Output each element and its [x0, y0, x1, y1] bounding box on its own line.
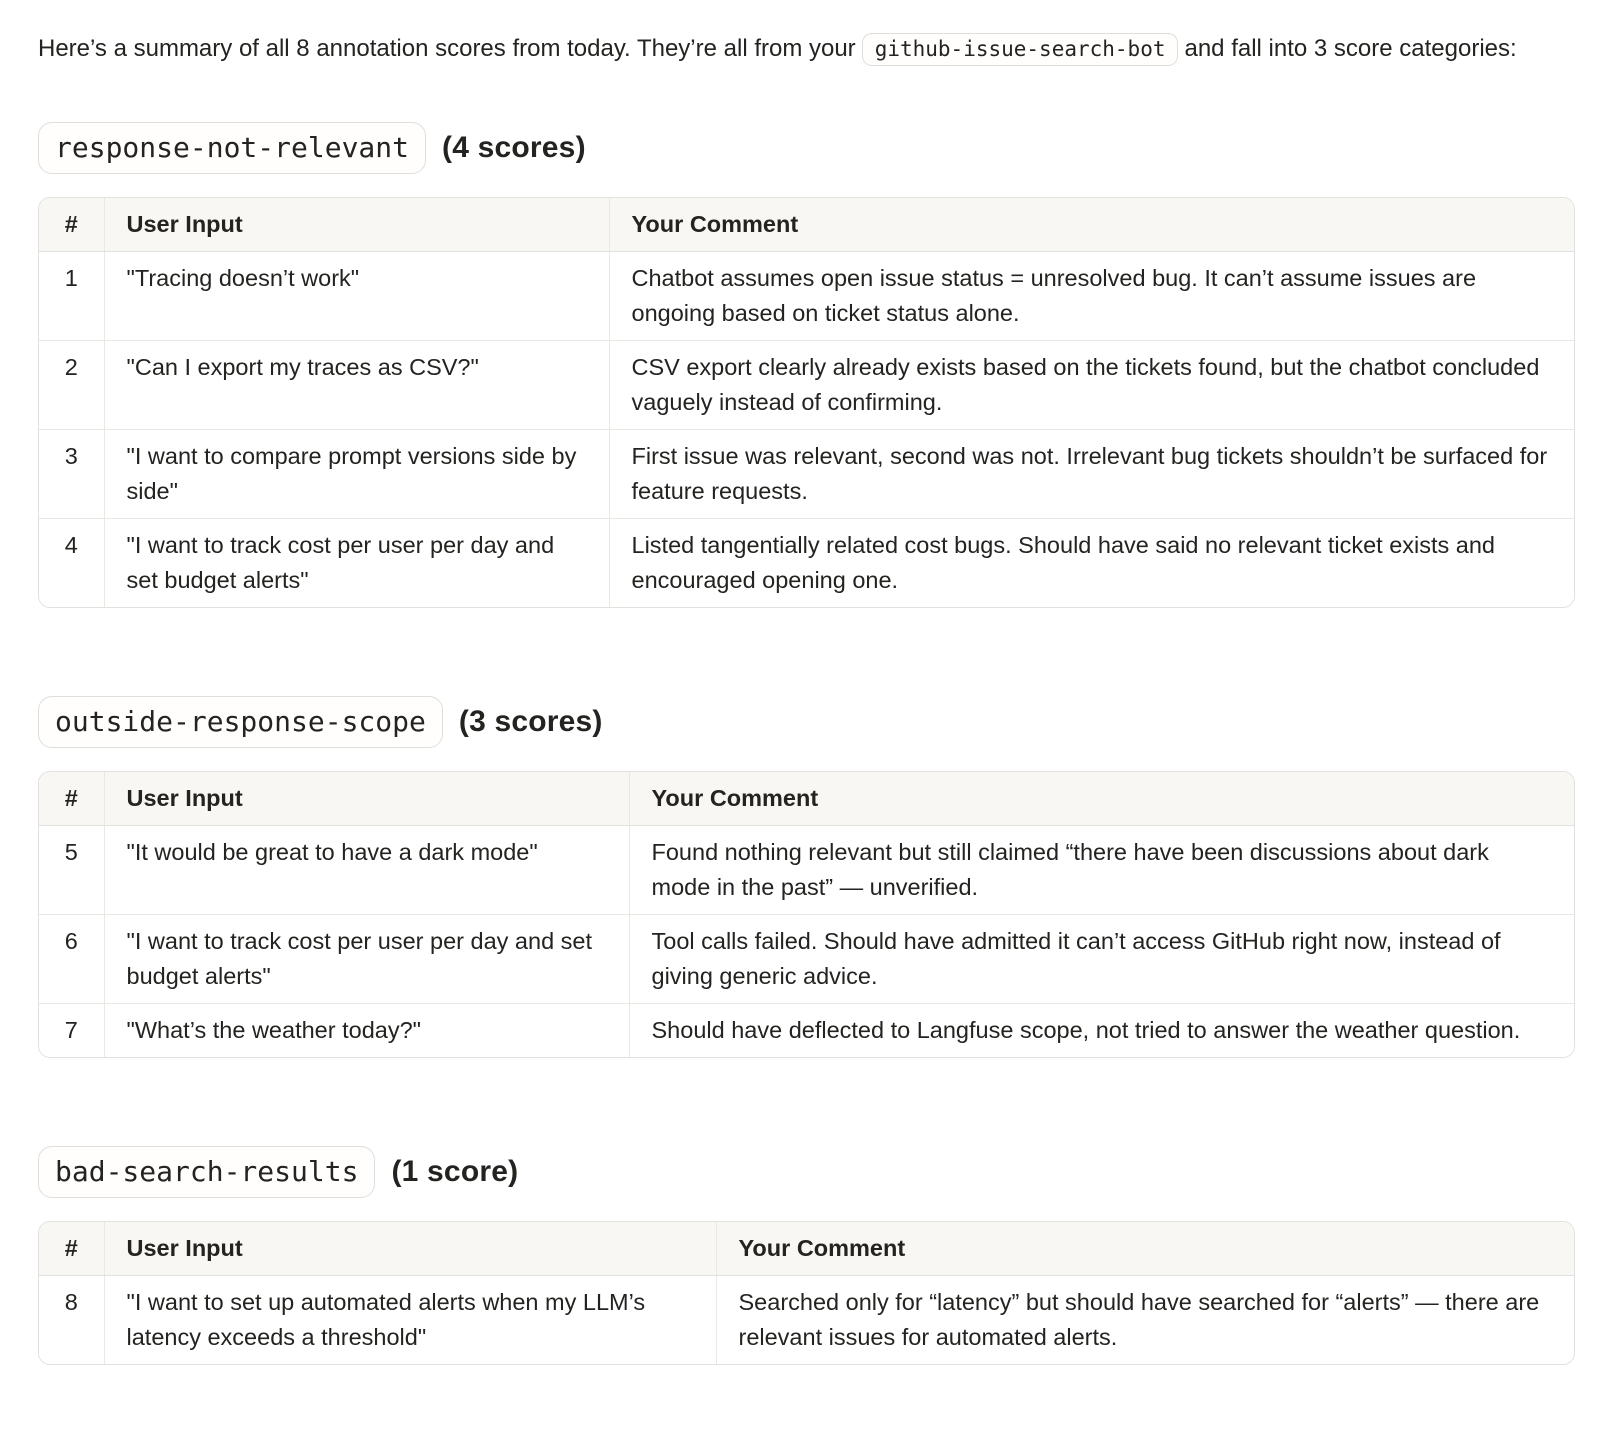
- score-count-label: (3 scores): [458, 705, 603, 738]
- column-header-num: #: [39, 772, 104, 826]
- table-row: [39, 915, 1574, 1004]
- intro-text-after: and fall into 3 score categories:: [1184, 35, 1517, 62]
- table-row: [39, 826, 1574, 915]
- row-num: 1: [39, 252, 104, 341]
- section-heading-bad-search-results: [38, 1146, 1575, 1198]
- row-user-input: "What’s the weather today?": [104, 1004, 629, 1058]
- row-num: 6: [39, 915, 104, 1004]
- table-row: [39, 341, 1574, 430]
- scores-table-outside-response-scope: [38, 771, 1575, 1058]
- column-header-user-input: User Input: [104, 772, 629, 826]
- score-count-label: (4 scores): [442, 131, 586, 164]
- intro-text-before: Here’s a summary of all 8 annotation scores from today. They’re all from your: [38, 35, 856, 62]
- table-header-row: [39, 1222, 1574, 1276]
- category-code-pill: bad-search-results: [38, 1146, 375, 1198]
- row-user-input: "It would be great to have a dark mode": [104, 826, 629, 915]
- section-heading-response-not-relevant: [38, 122, 1575, 174]
- column-header-comment: Your Comment: [629, 772, 1574, 826]
- row-user-input: "I want to set up automated alerts when my LLM’s latency exceeds a threshold": [104, 1276, 716, 1365]
- row-comment: Searched only for “latency” but should have searched for “alerts” — there are relevant issues for automated alerts.: [716, 1276, 1574, 1365]
- table-row: [39, 1276, 1574, 1365]
- section-heading-outside-response-scope: [38, 696, 1575, 748]
- column-header-comment: Your Comment: [609, 198, 1574, 252]
- row-num: 4: [39, 519, 104, 608]
- table-row: [39, 1004, 1574, 1058]
- column-header-user-input: User Input: [104, 198, 609, 252]
- row-comment: Listed tangentially related cost bugs. Should have said no relevant ticket exists and encouraged opening one.: [609, 519, 1574, 608]
- row-num: 7: [39, 1004, 104, 1058]
- row-user-input: "I want to track cost per user per day and set budget alerts": [104, 519, 609, 608]
- scores-table-bad-search-results: [38, 1221, 1575, 1365]
- row-num: 2: [39, 341, 104, 430]
- row-num: 8: [39, 1276, 104, 1365]
- intro-paragraph: [38, 26, 1575, 72]
- row-comment: Tool calls failed. Should have admitted it can’t access GitHub right now, instead of giving generic advice.: [629, 915, 1574, 1004]
- row-user-input: "Can I export my traces as CSV?": [104, 341, 609, 430]
- score-count-label: (1 score): [391, 1155, 519, 1188]
- scores-table-response-not-relevant: [38, 197, 1575, 608]
- row-user-input: "I want to compare prompt versions side by side": [104, 430, 609, 519]
- column-header-comment: Your Comment: [716, 1222, 1574, 1276]
- row-comment: Chatbot assumes open issue status = unresolved bug. It can’t assume issues are ongoing based on ticket status alone.: [609, 252, 1574, 341]
- row-comment: First issue was relevant, second was not. Irrelevant bug tickets shouldn’t be surfaced for feature requests.: [609, 430, 1574, 519]
- row-user-input: "Tracing doesn’t work": [104, 252, 609, 341]
- row-comment: Found nothing relevant but still claimed “there have been discussions about dark mode in the past” — unverified.: [629, 826, 1574, 915]
- table-row: [39, 430, 1574, 519]
- row-num: 5: [39, 826, 104, 915]
- column-header-num: #: [39, 1222, 104, 1276]
- table-header-row: [39, 198, 1574, 252]
- row-num: 3: [39, 430, 104, 519]
- table-row: [39, 519, 1574, 608]
- column-header-num: #: [39, 198, 104, 252]
- column-header-user-input: User Input: [104, 1222, 716, 1276]
- scorer-name-code-pill: github-issue-search-bot: [862, 33, 1179, 66]
- row-user-input: "I want to track cost per user per day and set budget alerts": [104, 915, 629, 1004]
- category-code-pill: outside-response-scope: [38, 696, 443, 748]
- table-header-row: [39, 772, 1574, 826]
- table-row: [39, 252, 1574, 341]
- category-code-pill: response-not-relevant: [38, 122, 426, 174]
- row-comment: Should have deflected to Langfuse scope, not tried to answer the weather question.: [629, 1004, 1574, 1058]
- row-comment: CSV export clearly already exists based on the tickets found, but the chatbot concluded vaguely instead of confirming.: [609, 341, 1574, 430]
